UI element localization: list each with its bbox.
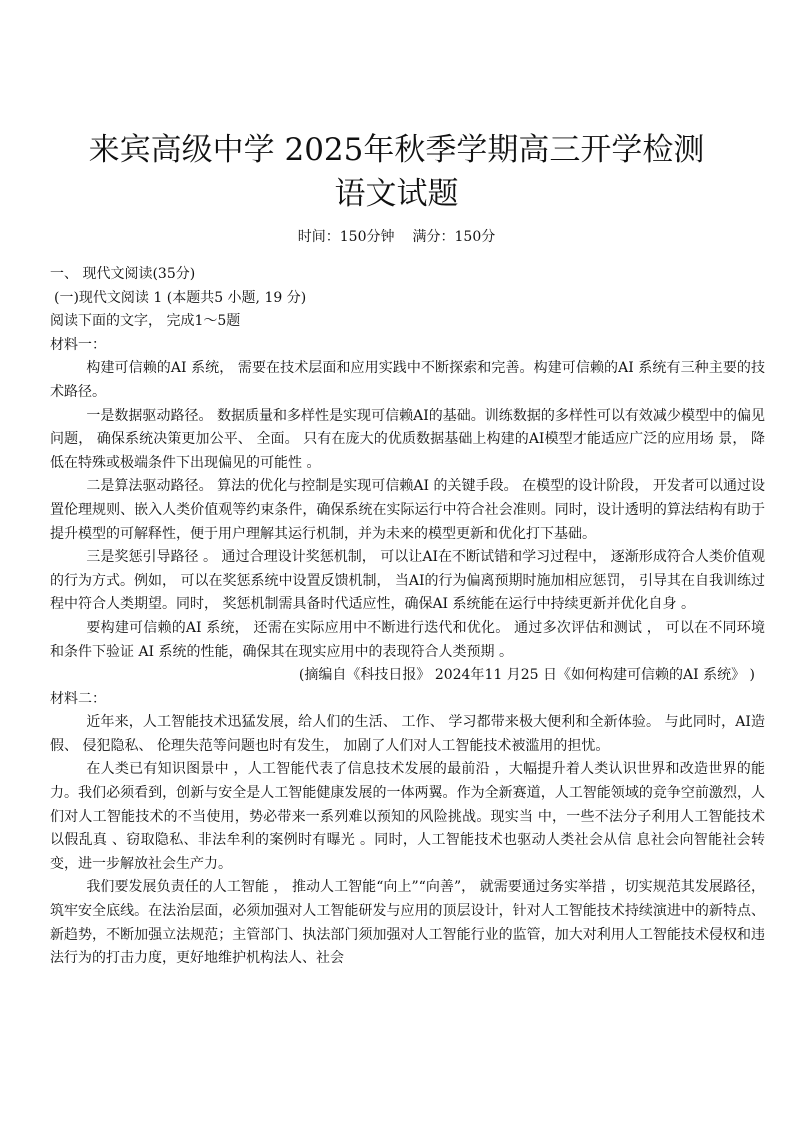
reading-section [50, 263, 765, 971]
exam-score: 满分：150分 [412, 229, 496, 245]
material1-paragraph: 要构建可信赖的AI 系统， 还需在实际应用中不断进行迭代和优化。 通过多次评估和测试 ， 可以在不同环境和条件下验证 AI 系统的性能，确保其在现实应用中的表现符合人类预期 。 [50, 619, 765, 660]
section-subheading: (一)现代文阅读 1 (本题共5 小题, 19 分) [54, 289, 307, 306]
material1-label: 材料一： [50, 336, 106, 353]
section-heading: 一、 现代文阅读(35分) [50, 266, 196, 282]
exam-title: 来宾高级中学 2025年秋季学期高三开学检测 [88, 132, 705, 168]
material2-paragraph: 近年来，人工智能技术迅猛发展，给人们的生活、 工作、 学习都带来极大便利和全新体验。 与此同时，AI造假、 侵犯隐私、 伦理失范等问题也时有发生， 加剧了人们对人工智能技术被滥用的担忧。 [50, 714, 765, 754]
material1-paragraph: 构建可信赖的AI 系统， 需要在技术层面和应用实践中不断探索和完善。构建可信赖的AI 系统有三种主要的技术路径。 [50, 360, 765, 400]
exam-meta [0, 226, 793, 248]
material1-paragraph: 三是奖惩引导路径 。 通过合理设计奖惩机制， 可以让AI在不断试错和学习过程中， 逐渐形成符合人类价值观的行为方式。例如， 可以在奖惩系统中设置反馈机制， 当AI的行为偏离预期时施加相应惩罚， 引导其在自我训练过程中符合人类期望。同时， 奖惩机制需具备时代适应性，确保AI 系统能在运行中持续更新并优化自身 。 [50, 549, 765, 613]
instruction: 阅读下面的文字， 完成1～5题 [50, 313, 241, 330]
exam-time: 时间：150分钟 [297, 229, 395, 245]
material1-paragraph: 二是算法驱动路径。 算法的优化与控制是实现可信赖AI 的关键手段。 在模型的设计阶段， 开发者可以通过设置伦理规则、嵌入人类价值观等约束条件，确保系统在实际运行中符合社会准则。同时，设计透明的算法结构有助于提升模型的可解释性，便于用户理解其运行机制，并为未来的模型更新和优化打下基础。 [50, 478, 765, 542]
material2-paragraph: 在人类已有知识图景中 ，人工智能代表了信息技术发展的最前沿 ，大幅提升着人类认识世界和改造世界的能力。我们必须看到，创新与安全是人工智能健康发展的一体两翼。作为全新赛道，人工智能领域的竞争空前激烈，人们对人工智能技术的不当使用，势必带来一系列难以预知的风险挑战。现实当 中，一些不法分子利用人工智能技术以假乱真 、窃取隐私、非法牟利的案例时有曝光 。同时，人工智能技术也驱动人类社会从信 息社会向智能社会转变，进一步解放社会生产力。 [50, 761, 765, 872]
material2-label: 材料二： [50, 690, 106, 707]
material1-source: (摘编自《科技日报》 2024年11 月25 日《如何构建可信赖的AI 系统》 ) [298, 667, 755, 684]
material1-paragraph: 一是数据驱动路径。 数据质量和多样性是实现可信赖AI的基础。训练数据的多样性可以有效减少模型中的偏见问题， 确保系统决策更加公平、 全面。 只有在庞大的优质数据基础上构建的AI模型才能适应广泛的应用场 景， 降低在特殊或极端条件下出现偏见的可能性 。 [50, 407, 765, 471]
material2-paragraph: 我们要发展负责任的人工智能 ， 推动人工智能“向上”“向善”， 就需要通过务实举措 ，切实规范其发展路径，筑牢安全底线。在法治层面，必须加强对人工智能研发与应用的顶层设计，针对人工智能技术持续演进中的新特点、新趋势，不断加强立法规范；主管部门、执法部门须加强对人工智能行业的监管，加大对利用人工智能技术侵权和违法行为的打击力度，更好地维护机构法人、社会 [50, 879, 765, 967]
exam-subject-title: 语文试题 [334, 176, 459, 212]
